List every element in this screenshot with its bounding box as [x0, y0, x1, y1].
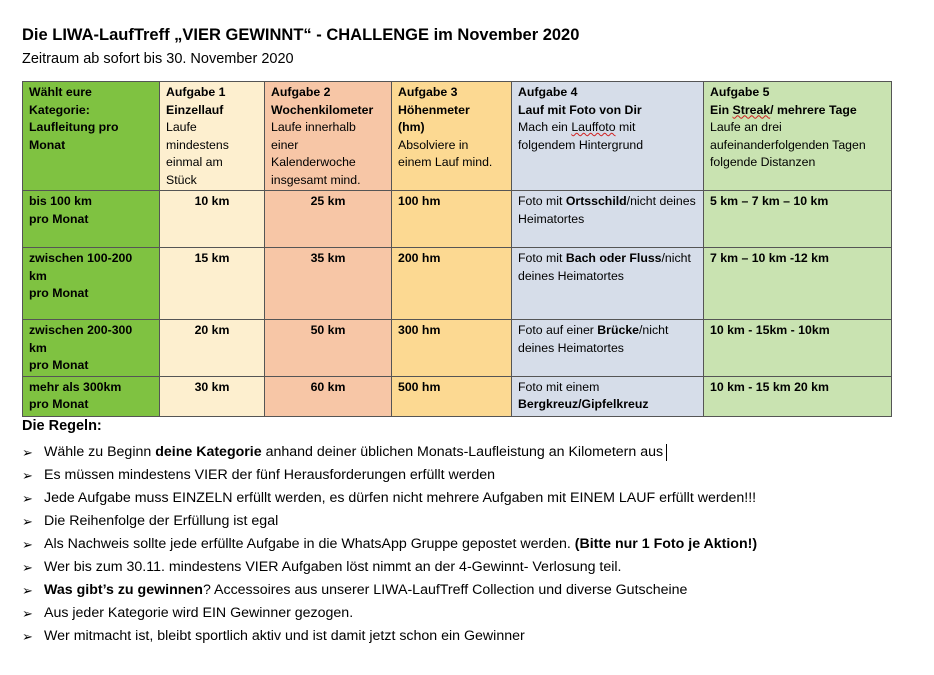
- arrow-bullet-icon: ➢: [22, 560, 33, 575]
- photo-subject: Bach oder Fluss: [565, 251, 662, 265]
- header-desc: folgende Distanzen: [710, 155, 816, 169]
- header-desc: Laufe an drei: [710, 120, 782, 134]
- arrow-bullet-icon: ➢: [22, 514, 33, 529]
- rule-text: Aus jeder Kategorie wird EIN Gewinner gezogen.: [44, 605, 354, 621]
- header-desc: einem Lauf mind.: [398, 155, 493, 169]
- table-row: [23, 376, 892, 416]
- aufgabe-3-value: 300 hm: [392, 320, 512, 377]
- aufgabe-4-value: [512, 376, 704, 416]
- document-title: Die LIWA-LaufTreff „VIER GEWINNT“ - CHALLENGE im November 2020: [22, 26, 580, 44]
- rule-text: Wähle zu Beginn: [44, 444, 156, 460]
- header-desc: Laufe innerhalb: [271, 120, 356, 134]
- arrow-bullet-icon: ➢: [22, 468, 33, 483]
- table-row: [23, 248, 892, 320]
- rule-item: [22, 625, 922, 648]
- rule-item: [22, 533, 922, 556]
- aufgabe-1-value: 15 km: [160, 248, 265, 320]
- aufgabe-2-value: 35 km: [265, 248, 392, 320]
- spellcheck-mark: Streak: [732, 102, 771, 117]
- rule-item: [22, 602, 922, 625]
- rule-item: [22, 464, 922, 487]
- category-line: zwischen 200-300: [29, 323, 133, 337]
- header-desc: folgendem Hintergrund: [518, 137, 644, 152]
- header-aufgabe-5: [704, 82, 892, 191]
- aufgabe-1-value: 30 km: [160, 376, 265, 416]
- aufgabe-3-value: 100 hm: [392, 191, 512, 248]
- rule-text: anhand deiner üblichen Monats-Laufleistung an Kilometern aus: [261, 444, 664, 460]
- rule-emphasis: (Bitte nur 1 Foto je Aktion!): [574, 536, 758, 552]
- category-line: pro Monat: [29, 397, 89, 411]
- header-desc: Mach ein Lauffoto mit: [518, 120, 636, 134]
- category-line: pro Monat: [29, 358, 89, 372]
- header-heading: Wochenkilometer: [271, 102, 374, 117]
- arrow-bullet-icon: ➢: [22, 583, 33, 598]
- photo-text: Foto mit: [518, 194, 566, 208]
- aufgabe-5-value: 10 km - 15 km 20 km: [704, 376, 892, 416]
- rules-list: [22, 441, 922, 648]
- aufgabe-4-value: [512, 248, 704, 320]
- photo-text: /nicht deines Heimatortes: [518, 251, 691, 283]
- table-row: [23, 320, 892, 377]
- rules-heading: Die Regeln:: [22, 418, 102, 434]
- photo-text: Foto mit: [518, 251, 566, 265]
- rule-item: [22, 510, 922, 533]
- rule-text: Es müssen mindestens VIER der fünf Herausforderungen erfüllt werden: [44, 467, 496, 483]
- rule-item: [22, 487, 922, 510]
- header-category-line: Laufleitung pro: [29, 120, 119, 134]
- arrow-bullet-icon: ➢: [22, 445, 33, 460]
- rule-item: [22, 441, 922, 464]
- category-line: pro Monat: [29, 286, 89, 300]
- header-aufgabe-2: [265, 82, 392, 191]
- arrow-bullet-icon: ➢: [22, 629, 33, 644]
- table-header-row: [23, 82, 892, 191]
- header-aufgabe-3: [392, 82, 512, 191]
- rule-emphasis: Was gibt’s zu gewinnen: [44, 582, 203, 598]
- category-line: bis 100 km: [29, 194, 92, 208]
- photo-text: /nicht deines Heimatortes: [518, 194, 696, 226]
- rule-text: Die Reihenfolge der Erfüllung ist egal: [44, 513, 279, 529]
- header-category-line: Wählt eure: [29, 85, 92, 99]
- photo-text: /nicht deines Heimatortes: [518, 323, 669, 355]
- header-aufgabe-4: [512, 82, 704, 191]
- header-heading: Ein Streak/ mehrere Tage: [710, 102, 857, 117]
- aufgabe-4-value: [512, 191, 704, 248]
- rule-text: Jede Aufgabe muss EINZELN erfüllt werden, es dürfen nicht mehrere Aufgaben mit EINEM LAUF erfüllt werden!!!: [44, 490, 757, 506]
- header-desc: Kalenderwoche: [271, 155, 356, 169]
- header-heading: Höhenmeter: [398, 102, 470, 117]
- photo-subject: Bergkreuz/Gipfelkreuz: [518, 397, 649, 411]
- header-category-line: Monat: [29, 137, 66, 152]
- category-cell: [23, 320, 160, 377]
- photo-text: Foto mit einem: [518, 379, 600, 394]
- rule-text: Wer mitmacht ist, bleibt sportlich aktiv und ist damit jetzt schon ein Gewinner: [44, 628, 525, 644]
- rule-text: Wer bis zum 30.11. mindestens VIER Aufgaben löst nimmt an der 4-Gewinnt- Verlosung teil.: [44, 559, 622, 575]
- aufgabe-4-value: [512, 320, 704, 377]
- text-cursor: [666, 444, 667, 461]
- rule-text: Als Nachweis sollte jede erfüllte Aufgabe in die WhatsApp Gruppe gepostet werden.: [44, 536, 575, 552]
- header-aufgabe-1: [160, 82, 265, 191]
- photo-subject: Brücke: [597, 323, 639, 337]
- header-heading: Aufgabe 1: [166, 85, 226, 99]
- category-cell: [23, 248, 160, 320]
- header-heading: Einzellauf: [166, 102, 224, 117]
- header-desc: einmal am: [166, 155, 223, 169]
- header-desc: insgesamt mind.: [271, 172, 361, 187]
- rule-emphasis: deine Kategorie: [155, 444, 262, 460]
- header-desc: Absolviere in: [398, 137, 469, 152]
- challenge-table: [22, 81, 892, 417]
- aufgabe-3-value: 200 hm: [392, 248, 512, 320]
- category-line: pro Monat: [29, 211, 89, 226]
- aufgabe-5-value: 5 km – 7 km – 10 km: [704, 191, 892, 248]
- category-line: km: [29, 340, 47, 355]
- header-desc: Laufe: [166, 120, 197, 134]
- arrow-bullet-icon: ➢: [22, 491, 33, 506]
- header-heading: Aufgabe 2: [271, 85, 331, 99]
- header-desc: aufeinanderfolgenden Tagen: [710, 137, 866, 152]
- aufgabe-1-value: 10 km: [160, 191, 265, 248]
- arrow-bullet-icon: ➢: [22, 537, 33, 552]
- rule-item: [22, 579, 922, 602]
- category-line: km: [29, 268, 47, 283]
- aufgabe-2-value: 50 km: [265, 320, 392, 377]
- header-heading: Lauf mit Foto von Dir: [518, 102, 642, 117]
- header-heading: Aufgabe 3: [398, 85, 458, 99]
- photo-subject: Ortsschild: [565, 194, 627, 208]
- header-desc: Stück: [166, 172, 197, 187]
- photo-text: Foto auf einer: [518, 323, 598, 337]
- category-cell: [23, 191, 160, 248]
- table-row: [23, 191, 892, 248]
- category-line: mehr als 300km: [29, 379, 122, 394]
- category-cell: [23, 376, 160, 416]
- rule-text: ? Accessoires aus unserer LIWA-LaufTreff Collection und diverse Gutscheine: [202, 582, 688, 598]
- header-category: [23, 82, 160, 191]
- header-heading: (hm): [398, 120, 425, 134]
- header-heading: Aufgabe 5: [710, 85, 770, 99]
- rule-item: [22, 556, 922, 579]
- header-heading: Aufgabe 4: [518, 85, 578, 99]
- aufgabe-2-value: 60 km: [265, 376, 392, 416]
- category-line: zwischen 100-200: [29, 251, 133, 265]
- document-subtitle: Zeitraum ab sofort bis 30. November 2020: [22, 51, 294, 67]
- aufgabe-5-value: 7 km – 10 km -12 km: [704, 248, 892, 320]
- spellcheck-mark: Lauffoto: [571, 120, 616, 134]
- aufgabe-2-value: 25 km: [265, 191, 392, 248]
- arrow-bullet-icon: ➢: [22, 606, 33, 621]
- header-category-line: Kategorie:: [29, 102, 90, 117]
- header-desc: mindestens: [166, 137, 229, 152]
- aufgabe-3-value: 500 hm: [392, 376, 512, 416]
- aufgabe-5-value: 10 km - 15km - 10km: [704, 320, 892, 377]
- aufgabe-1-value: 20 km: [160, 320, 265, 377]
- header-desc: einer: [271, 137, 299, 152]
